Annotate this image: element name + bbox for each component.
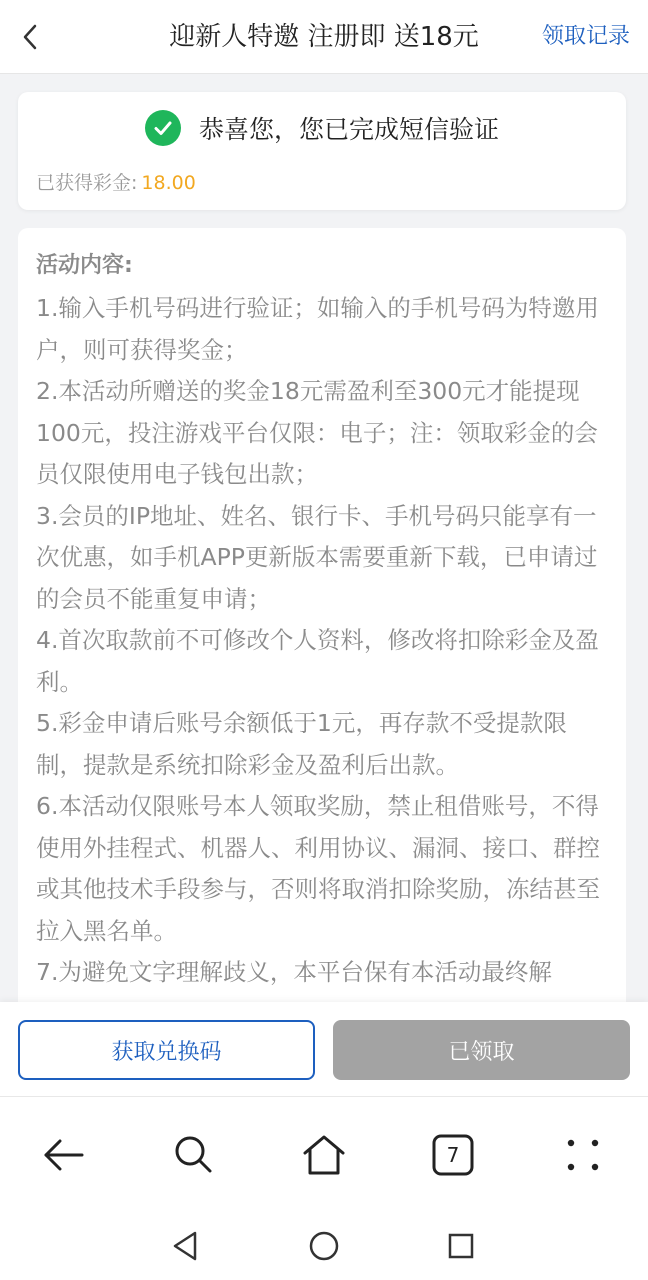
claim-records-link[interactable]: 领取记录: [541, 24, 630, 49]
activity-content-card: [18, 228, 626, 1028]
get-redeem-code-button[interactable]: 获取兑换码: [18, 1020, 315, 1080]
status-row: [18, 110, 626, 146]
rule-item: 5.彩金申请后账号余额低于1元，再存款不受提款限制，提款是系统扣除彩金及盈利后出款。: [36, 709, 567, 779]
tabs-icon: [431, 1133, 475, 1177]
search-icon: [172, 1133, 216, 1177]
rule-item: 2.本活动所赠送的奖金18元需盈利至300元才能提现100元，投注游戏平台仅限：电子；注：领取彩金的会员仅限使用电子钱包出款；: [36, 377, 598, 488]
more-dots-icon: [565, 1137, 601, 1173]
bonus-value: 18.00: [141, 172, 196, 194]
triangle-back-icon: [171, 1230, 199, 1262]
home-icon: [301, 1133, 347, 1177]
browser-home-button[interactable]: [294, 1125, 354, 1185]
circle-home-icon: [308, 1230, 340, 1262]
arrow-left-icon: [42, 1137, 86, 1173]
system-navigation-bar: [0, 1210, 648, 1280]
browser-search-button[interactable]: [164, 1125, 224, 1185]
system-recents-button[interactable]: [439, 1224, 483, 1268]
system-home-button[interactable]: [302, 1224, 346, 1268]
page-title: 迎新人特邀 注册即 送18元: [169, 22, 479, 52]
browser-toolbar: [0, 1096, 648, 1210]
check-circle-icon: [145, 110, 181, 146]
rule-item: 1.输入手机号码进行验证；如输入的手机号码为特邀用户，则可获得奖金；: [36, 294, 599, 364]
activity-rules-list: [36, 288, 612, 994]
browser-back-button[interactable]: [34, 1125, 94, 1185]
bonus-label: 已获得彩金:: [36, 172, 138, 194]
rule-item: 4.首次取款前不可修改个人资料，修改将扣除彩金及盈利。: [36, 626, 599, 696]
rule-item: 7.为避免文字理解歧义，本平台保有本活动最终解: [36, 958, 552, 986]
square-recents-icon: [447, 1232, 475, 1260]
browser-menu-button[interactable]: [553, 1125, 613, 1185]
action-bar: [0, 1002, 648, 1096]
rule-item: 3.会员的IP地址、姓名、银行卡、手机号码只能享有一次优惠，如手机APP更新版本需要重新下载，已申请过的会员不能重复申请；: [36, 501, 598, 613]
verification-message: 恭喜您，您已完成短信验证: [198, 115, 499, 144]
verification-status-card: [18, 92, 626, 210]
claimed-button[interactable]: 已领取: [333, 1020, 630, 1080]
bonus-row: [36, 168, 196, 195]
top-bar: [0, 0, 648, 74]
rule-item: 6.本活动仅限账号本人领取奖励，禁止租借账号，不得使用外挂程式、机器人、利用协议、漏洞、接口、群控或其他技术手段参与，否则将取消扣除奖励，冻结甚至拉入黑名单。: [36, 792, 600, 945]
system-back-button[interactable]: [163, 1224, 207, 1268]
browser-tabs-button[interactable]: [423, 1125, 483, 1185]
activity-heading: 活动内容:: [36, 253, 133, 278]
tabs-count: 7: [446, 1143, 460, 1167]
